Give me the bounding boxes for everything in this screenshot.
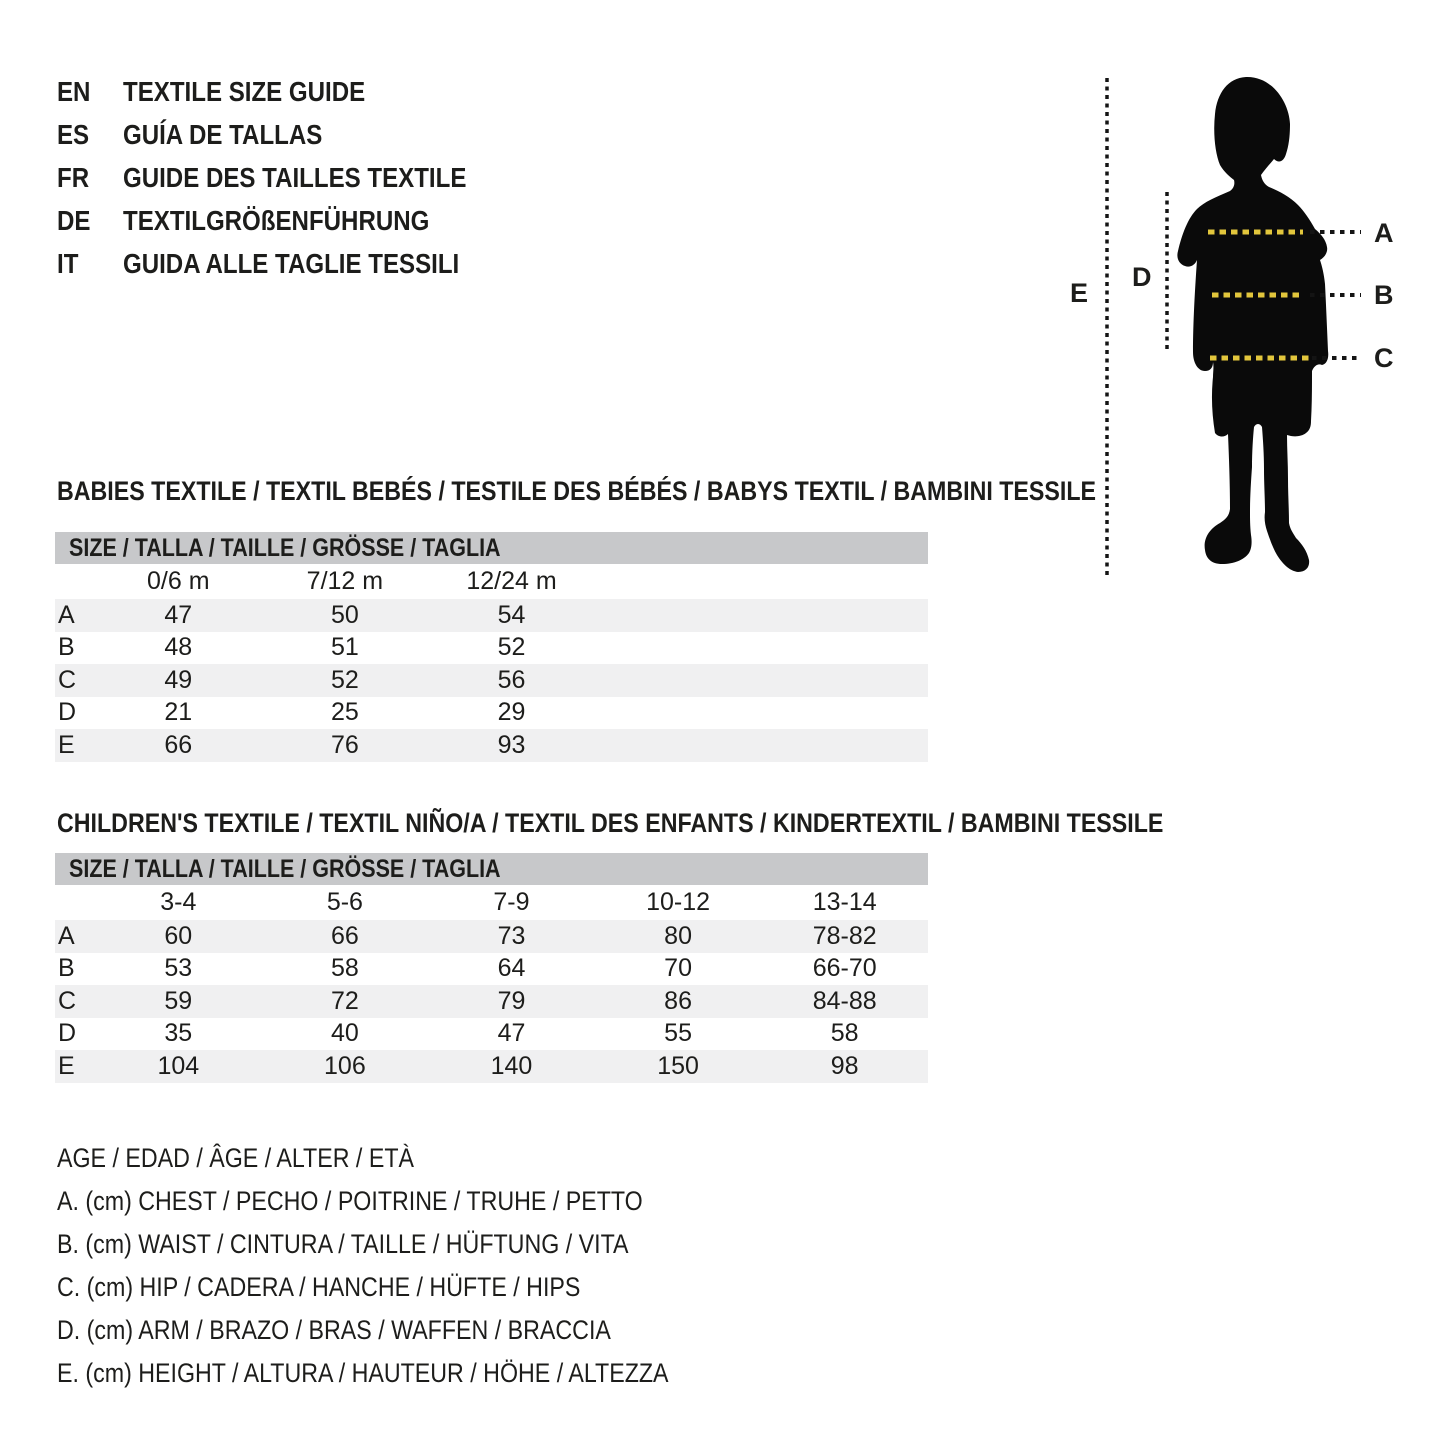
legend-line-waist [57,1223,768,1266]
cell: 70 [664,954,692,983]
cell: 21 [164,698,193,727]
row-label: C [58,986,77,1015]
cell: 79 [497,986,526,1015]
lang-row-es [57,113,522,156]
legend-line-chest [57,1180,768,1223]
mark-label-c: C [1374,343,1394,373]
column-header: 3-4 [160,888,197,916]
row-label: B [58,954,75,983]
lang-title: GUIDA ALLE TAGLIE TESSILI [123,247,460,279]
mark-label-b: B [1374,280,1394,310]
table-row [55,632,928,665]
table-row [55,599,928,632]
column-header: 10-12 [646,888,711,916]
row-label: E [58,1051,75,1080]
cell: 98 [830,1051,859,1080]
cell: 25 [330,698,359,727]
cell: 50 [330,600,359,629]
table-row [55,920,928,953]
column-header: 7-9 [493,888,530,916]
lang-title: TEXTILE SIZE GUIDE [123,75,366,107]
legend-line-age [57,1137,768,1180]
cell: 104 [157,1051,200,1080]
children-size-header-bar [55,853,928,885]
column-header: 7/12 m [306,567,384,595]
cell: 40 [330,1019,359,1048]
measurement-figure [1060,60,1445,600]
table-row [55,729,928,762]
cell: 58 [830,1019,859,1048]
cell: 48 [164,633,193,662]
cell: 150 [657,1051,699,1080]
table-header-row [55,885,928,920]
lang-row-de [57,199,522,242]
cell: 93 [497,730,526,759]
legend-text: A. (cm) CHEST / PECHO / POITRINE / TRUHE / PETTO [57,1186,643,1216]
lang-title: TEXTILGRÖßENFÜHRUNG [123,204,430,236]
legend-line-arm [57,1309,768,1352]
cell: 66 [330,921,359,950]
babies-size-header-text: SIZE / TALLA / TAILLE / GRÖSSE / TAGLIA [69,534,501,562]
lang-row-fr [57,156,522,199]
cell: 66-70 [812,954,877,983]
cell: 53 [164,954,193,983]
lang-code: IT [57,247,79,279]
lang-title: GUÍA DE TALLAS [123,118,323,150]
cell: 35 [164,1019,193,1048]
legend-line-hip [57,1266,768,1309]
table-header-row [55,564,928,599]
table-row [55,1018,928,1051]
legend-text: B. (cm) WAIST / CINTURA / TAILLE / HÜFTUNG / VITA [57,1229,629,1259]
cell: 51 [330,633,359,662]
legend-text: D. (cm) ARM / BRAZO / BRAS / WAFFEN / BRACCIA [57,1315,611,1345]
cell: 47 [497,1019,526,1048]
lang-code: ES [57,118,90,150]
row-label: A [58,921,75,950]
table-row [55,697,928,730]
language-title-block [57,70,522,285]
row-label: D [58,1019,77,1048]
cell: 80 [664,921,692,950]
row-label: D [58,698,77,727]
table-row [55,1050,928,1083]
mark-label-d: D [1132,262,1152,292]
lang-code: DE [57,204,91,236]
babies-size-table [55,564,928,762]
cell: 47 [164,600,193,629]
cell: 55 [664,1019,692,1048]
column-header: 12/24 m [466,567,557,595]
column-header: 13-14 [812,888,877,916]
babies-size-header-bar [55,532,928,564]
cell: 52 [497,633,526,662]
cell: 72 [330,986,359,1015]
legend-text: C. (cm) HIP / CADERA / HANCHE / HÜFTE / HIPS [57,1272,581,1302]
cell: 76 [330,730,359,759]
cell: 78-82 [812,921,877,950]
legend-text: E. (cm) HEIGHT / ALTURA / HAUTEUR / HÖHE / ALTEZZA [57,1358,669,1388]
children-section-title [57,810,1344,837]
cell: 60 [164,921,193,950]
column-header: 0/6 m [147,567,210,595]
row-label: A [58,600,75,629]
column-header: 5-6 [326,888,363,916]
cell: 106 [324,1051,366,1080]
mark-label-e: E [1070,278,1089,308]
babies-section-title [57,478,1265,505]
cell: 52 [330,665,359,694]
children-size-header-text: SIZE / TALLA / TAILLE / GRÖSSE / TAGLIA [69,855,501,883]
cell: 58 [330,954,359,983]
row-label: B [58,633,75,662]
lang-code: FR [57,161,90,193]
table-row [55,953,928,986]
cell: 86 [664,986,692,1015]
cell: 29 [497,698,526,727]
table-row [55,664,928,697]
mark-label-a: A [1374,218,1394,248]
cell: 59 [164,986,193,1015]
row-label: C [58,665,77,694]
cell: 84-88 [812,986,877,1015]
lang-row-en [57,70,522,113]
table-row [55,985,928,1018]
legend-line-height [57,1352,768,1395]
cell: 73 [497,921,526,950]
row-label: E [58,730,75,759]
children-size-table [55,885,928,1083]
cell: 64 [497,954,526,983]
cell: 140 [490,1051,533,1080]
babies-title-text: BABIES TEXTILE / TEXTIL BEBÉS / TESTILE DES BÉBÉS / BABYS TEXTIL / BAMBINI TESSILE [57,476,1097,506]
cell: 66 [164,730,193,759]
cell: 56 [497,665,526,694]
legend-text: AGE / EDAD / ÂGE / ALTER / ETÀ [57,1143,415,1173]
children-title-text: CHILDREN'S TEXTILE / TEXTIL NIÑO/A / TEXTIL DES ENFANTS / KINDERTEXTIL / BAMBINI TESSILE [57,808,1164,838]
lang-row-it [57,242,522,285]
lang-title: GUIDE DES TAILLES TEXTILE [123,161,467,193]
cell: 49 [164,665,193,694]
measurement-legend [57,1137,768,1395]
cell: 54 [497,600,526,629]
lang-code: EN [57,75,91,107]
